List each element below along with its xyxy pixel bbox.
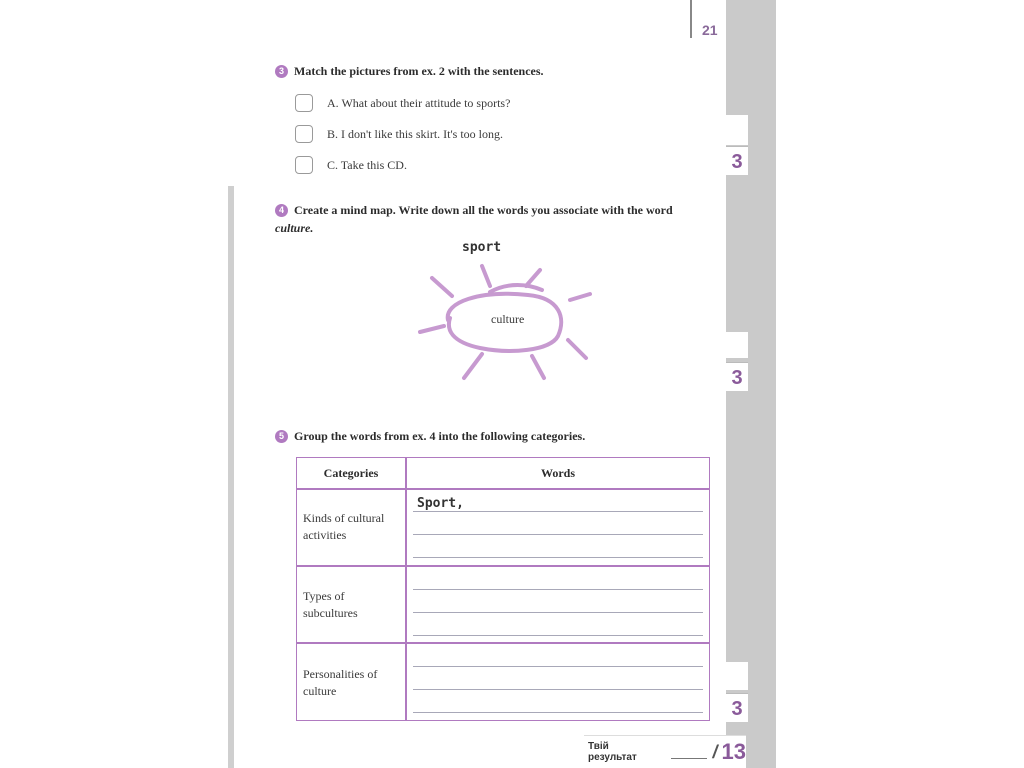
mindmap-bubble-stroke (490, 285, 542, 292)
category-row-2: Types of subcultures (303, 589, 358, 620)
result-slash: / (712, 741, 718, 762)
exercise-5-score: 3 (726, 693, 748, 722)
exercise-3-instruction: Match the pictures from ex. 2 with the sentences. (294, 64, 544, 78)
mindmap-center-word: culture (491, 312, 525, 326)
result-box (584, 735, 746, 768)
result-total: 13 (721, 739, 746, 764)
option-b (295, 123, 503, 145)
option-a (295, 92, 510, 114)
writing-line[interactable] (413, 666, 703, 667)
writing-line[interactable] (413, 635, 703, 636)
table-column-divider (405, 458, 407, 720)
mindmap-ray (420, 326, 444, 332)
result-label: Твій результат (588, 741, 637, 763)
margin-score-box-5-top (726, 662, 748, 690)
mindmap-ray (568, 340, 586, 358)
mindmap-ray (464, 354, 482, 378)
option-b-text: B. I don't like this skirt. It's too long. (327, 126, 503, 141)
table-row-divider (297, 565, 709, 567)
category-row-3: Personalities of culture (303, 667, 378, 698)
handwritten-answer: Sport, (417, 496, 464, 511)
writing-line[interactable] (413, 689, 703, 690)
mindmap-ray (526, 270, 540, 286)
table-row-divider (297, 642, 709, 644)
exercise-4-keyword: culture. (275, 221, 314, 235)
mindmap-ray (532, 356, 544, 378)
page-number: 21 (690, 0, 726, 38)
writing-line[interactable] (413, 534, 703, 535)
option-a-checkbox[interactable] (295, 94, 313, 112)
categories-table (296, 457, 710, 721)
exercise-5-heading (275, 429, 585, 444)
exercise-4-score: 3 (726, 362, 748, 391)
mindmap-handwritten-word: sport (462, 240, 502, 255)
option-a-text: A. What about their attitude to sports? (327, 95, 511, 110)
exercise-5-instruction: Group the words from ex. 4 into the following categories. (294, 429, 586, 443)
option-c-checkbox[interactable] (295, 156, 313, 174)
exercise-3-score: 3 (726, 146, 748, 175)
exercise-4-number: 4 (275, 204, 288, 217)
writing-line[interactable] (413, 557, 703, 558)
result-blank[interactable] (671, 746, 706, 759)
margin-score-box-4-top (726, 332, 748, 358)
header-categories: Categories (323, 466, 379, 480)
margin-score-box-3-top (726, 115, 748, 145)
option-c (295, 154, 407, 176)
option-c-text: C. Take this CD. (327, 157, 407, 172)
exercise-3-number: 3 (275, 65, 288, 78)
exercise-4-instruction: Create a mind map. Write down all the words you associate with the word (294, 203, 673, 217)
writing-line[interactable] (413, 511, 703, 512)
header-words: Words (540, 466, 575, 480)
mindmap-ray (570, 294, 590, 300)
table-header-divider (297, 488, 709, 490)
writing-line[interactable] (413, 589, 703, 590)
writing-line[interactable] (413, 612, 703, 613)
writing-line[interactable] (413, 712, 703, 713)
mindmap-ray (432, 278, 452, 296)
exercise-5-number: 5 (275, 430, 288, 443)
category-row-1: Kinds of cultural activities (303, 511, 385, 542)
exercise-3-heading (275, 64, 544, 79)
mindmap-ray (482, 266, 490, 286)
exercise-4-heading (275, 201, 715, 237)
option-b-checkbox[interactable] (295, 125, 313, 143)
